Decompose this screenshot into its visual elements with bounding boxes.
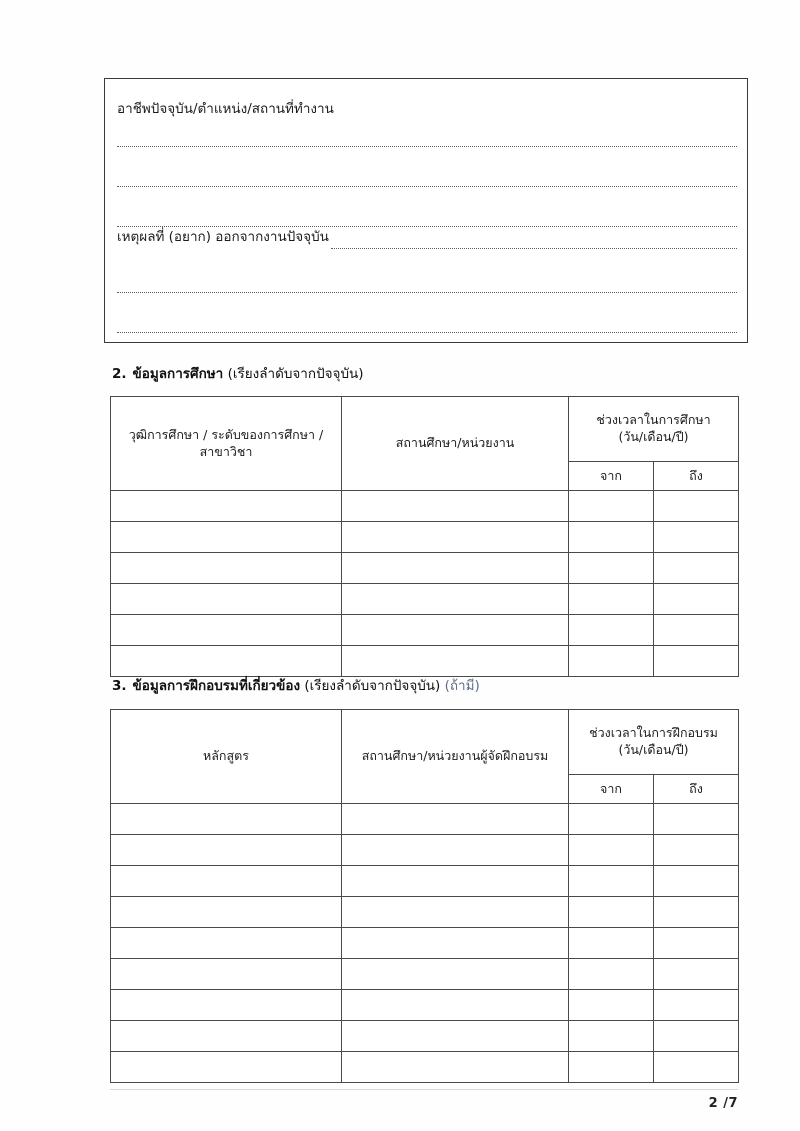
training-cell-from[interactable]: [569, 804, 654, 835]
training-header-period: [569, 710, 739, 775]
section-optional-note-training: (ถ้ามี): [444, 678, 480, 694]
education-cell-institution[interactable]: [342, 646, 569, 677]
education-cell-from[interactable]: [569, 522, 654, 553]
table-row[interactable]: [111, 835, 739, 866]
training-cell-course[interactable]: [111, 1052, 342, 1083]
training-cell-to[interactable]: [654, 897, 739, 928]
education-cell-qualification[interactable]: [111, 584, 342, 615]
table-row[interactable]: [111, 990, 739, 1021]
training-cell-organizer[interactable]: [342, 1052, 569, 1083]
training-cell-course[interactable]: [111, 804, 342, 835]
training-cell-to[interactable]: [654, 1021, 739, 1052]
resignation-reason-write-line-1[interactable]: [331, 248, 737, 249]
table-row[interactable]: [111, 866, 739, 897]
education-cell-from[interactable]: [569, 615, 654, 646]
training-cell-to[interactable]: [654, 1052, 739, 1083]
education-cell-qualification[interactable]: [111, 646, 342, 677]
education-header-period-title: ช่วงเวลาในการศึกษา: [596, 412, 711, 428]
training-table-body: [111, 804, 739, 1083]
training-cell-from[interactable]: [569, 959, 654, 990]
training-cell-organizer[interactable]: [342, 866, 569, 897]
employment-info-box: [104, 78, 748, 343]
training-cell-from[interactable]: [569, 1052, 654, 1083]
training-cell-course[interactable]: [111, 897, 342, 928]
education-header-period-format: (วัน/เดือน/ปี): [618, 429, 689, 444]
resignation-reason-write-line-2[interactable]: [117, 292, 737, 293]
training-header-from: จาก: [569, 775, 654, 804]
education-header-to: ถึง: [654, 462, 739, 491]
training-cell-organizer[interactable]: [342, 990, 569, 1021]
training-cell-to[interactable]: [654, 804, 739, 835]
training-table-header-row-1: [111, 710, 739, 775]
education-cell-to[interactable]: [654, 522, 739, 553]
training-cell-from[interactable]: [569, 897, 654, 928]
education-cell-to[interactable]: [654, 491, 739, 522]
training-cell-to[interactable]: [654, 990, 739, 1021]
training-cell-course[interactable]: [111, 1021, 342, 1052]
training-cell-to[interactable]: [654, 959, 739, 990]
education-table-header-row-1: [111, 397, 739, 462]
table-row[interactable]: [111, 1021, 739, 1052]
education-cell-from[interactable]: [569, 553, 654, 584]
table-row[interactable]: [111, 928, 739, 959]
training-cell-from[interactable]: [569, 1021, 654, 1052]
training-cell-to[interactable]: [654, 928, 739, 959]
training-header-period-format: (วัน/เดือน/ปี): [618, 742, 689, 757]
section-number-education: 2.: [112, 366, 127, 382]
section-heading-training: [112, 678, 480, 695]
section-heading-education: [112, 366, 364, 383]
table-row[interactable]: [111, 615, 739, 646]
education-header-from: จาก: [569, 462, 654, 491]
table-row[interactable]: [111, 584, 739, 615]
table-row[interactable]: [111, 897, 739, 928]
training-cell-from[interactable]: [569, 990, 654, 1021]
table-row[interactable]: [111, 804, 739, 835]
education-cell-qualification[interactable]: [111, 522, 342, 553]
training-cell-organizer[interactable]: [342, 804, 569, 835]
training-cell-course[interactable]: [111, 835, 342, 866]
education-cell-institution[interactable]: [342, 584, 569, 615]
education-table-body: [111, 491, 739, 677]
training-cell-to[interactable]: [654, 866, 739, 897]
education-cell-from[interactable]: [569, 584, 654, 615]
table-row[interactable]: [111, 553, 739, 584]
table-row[interactable]: [111, 959, 739, 990]
training-cell-organizer[interactable]: [342, 1021, 569, 1052]
education-cell-to[interactable]: [654, 553, 739, 584]
occupation-write-line-3[interactable]: [117, 226, 737, 227]
education-cell-to[interactable]: [654, 584, 739, 615]
education-cell-from[interactable]: [569, 646, 654, 677]
section-title-training: ข้อมูลการฝึกอบรมที่เกี่ยวข้อง: [132, 678, 301, 694]
table-row[interactable]: [111, 522, 739, 553]
training-cell-organizer[interactable]: [342, 959, 569, 990]
resignation-reason-label: เหตุผลที่ (อยาก) ออกจากงานปัจจุบัน: [117, 229, 329, 245]
education-cell-qualification[interactable]: [111, 615, 342, 646]
training-header-course: หลักสูตร: [111, 710, 342, 804]
education-cell-institution[interactable]: [342, 615, 569, 646]
training-cell-organizer[interactable]: [342, 897, 569, 928]
training-cell-course[interactable]: [111, 928, 342, 959]
training-cell-from[interactable]: [569, 835, 654, 866]
education-table: [110, 396, 739, 677]
occupation-write-line-1[interactable]: [117, 146, 737, 147]
education-header-institution: สถานศึกษา/หน่วยงาน: [342, 397, 569, 491]
training-cell-from[interactable]: [569, 866, 654, 897]
training-cell-course[interactable]: [111, 959, 342, 990]
training-header-organizer: สถานศึกษา/หน่วยงานผู้จัดฝึกอบรม: [342, 710, 569, 804]
education-header-qualification: วุฒิการศึกษา / ระดับของการศึกษา / สาขาวิชา: [111, 397, 342, 491]
occupation-write-line-2[interactable]: [117, 186, 737, 187]
education-cell-to[interactable]: [654, 646, 739, 677]
training-cell-course[interactable]: [111, 866, 342, 897]
occupation-label: อาชีพปัจจุบัน/ตำแหน่ง/สถานที่ทำงาน: [117, 101, 334, 117]
education-cell-from[interactable]: [569, 491, 654, 522]
training-cell-to[interactable]: [654, 835, 739, 866]
table-row[interactable]: [111, 1052, 739, 1083]
resignation-reason-write-line-3[interactable]: [117, 332, 737, 333]
table-row[interactable]: [111, 491, 739, 522]
section-number-training: 3.: [112, 678, 127, 694]
section-subtitle-training: (เรียงลำดับจากปัจจุบัน): [304, 678, 441, 694]
education-cell-qualification[interactable]: [111, 491, 342, 522]
education-cell-institution[interactable]: [342, 553, 569, 584]
training-cell-organizer[interactable]: [342, 835, 569, 866]
education-cell-to[interactable]: [654, 615, 739, 646]
training-table: [110, 709, 739, 1083]
footer-divider: [110, 1089, 738, 1090]
training-header-to: ถึง: [654, 775, 739, 804]
table-row[interactable]: [111, 646, 739, 677]
education-header-period: [569, 397, 739, 462]
education-cell-institution[interactable]: [342, 491, 569, 522]
section-title-education: ข้อมูลการศึกษา: [132, 366, 224, 382]
education-cell-institution[interactable]: [342, 522, 569, 553]
training-cell-organizer[interactable]: [342, 928, 569, 959]
education-cell-qualification[interactable]: [111, 553, 342, 584]
training-cell-from[interactable]: [569, 928, 654, 959]
training-header-period-title: ช่วงเวลาในการฝึกอบรม: [589, 725, 718, 741]
training-cell-course[interactable]: [111, 990, 342, 1021]
page-number: 2 /7: [708, 1096, 738, 1111]
section-subtitle-education: (เรียงลำดับจากปัจจุบัน): [227, 366, 364, 382]
